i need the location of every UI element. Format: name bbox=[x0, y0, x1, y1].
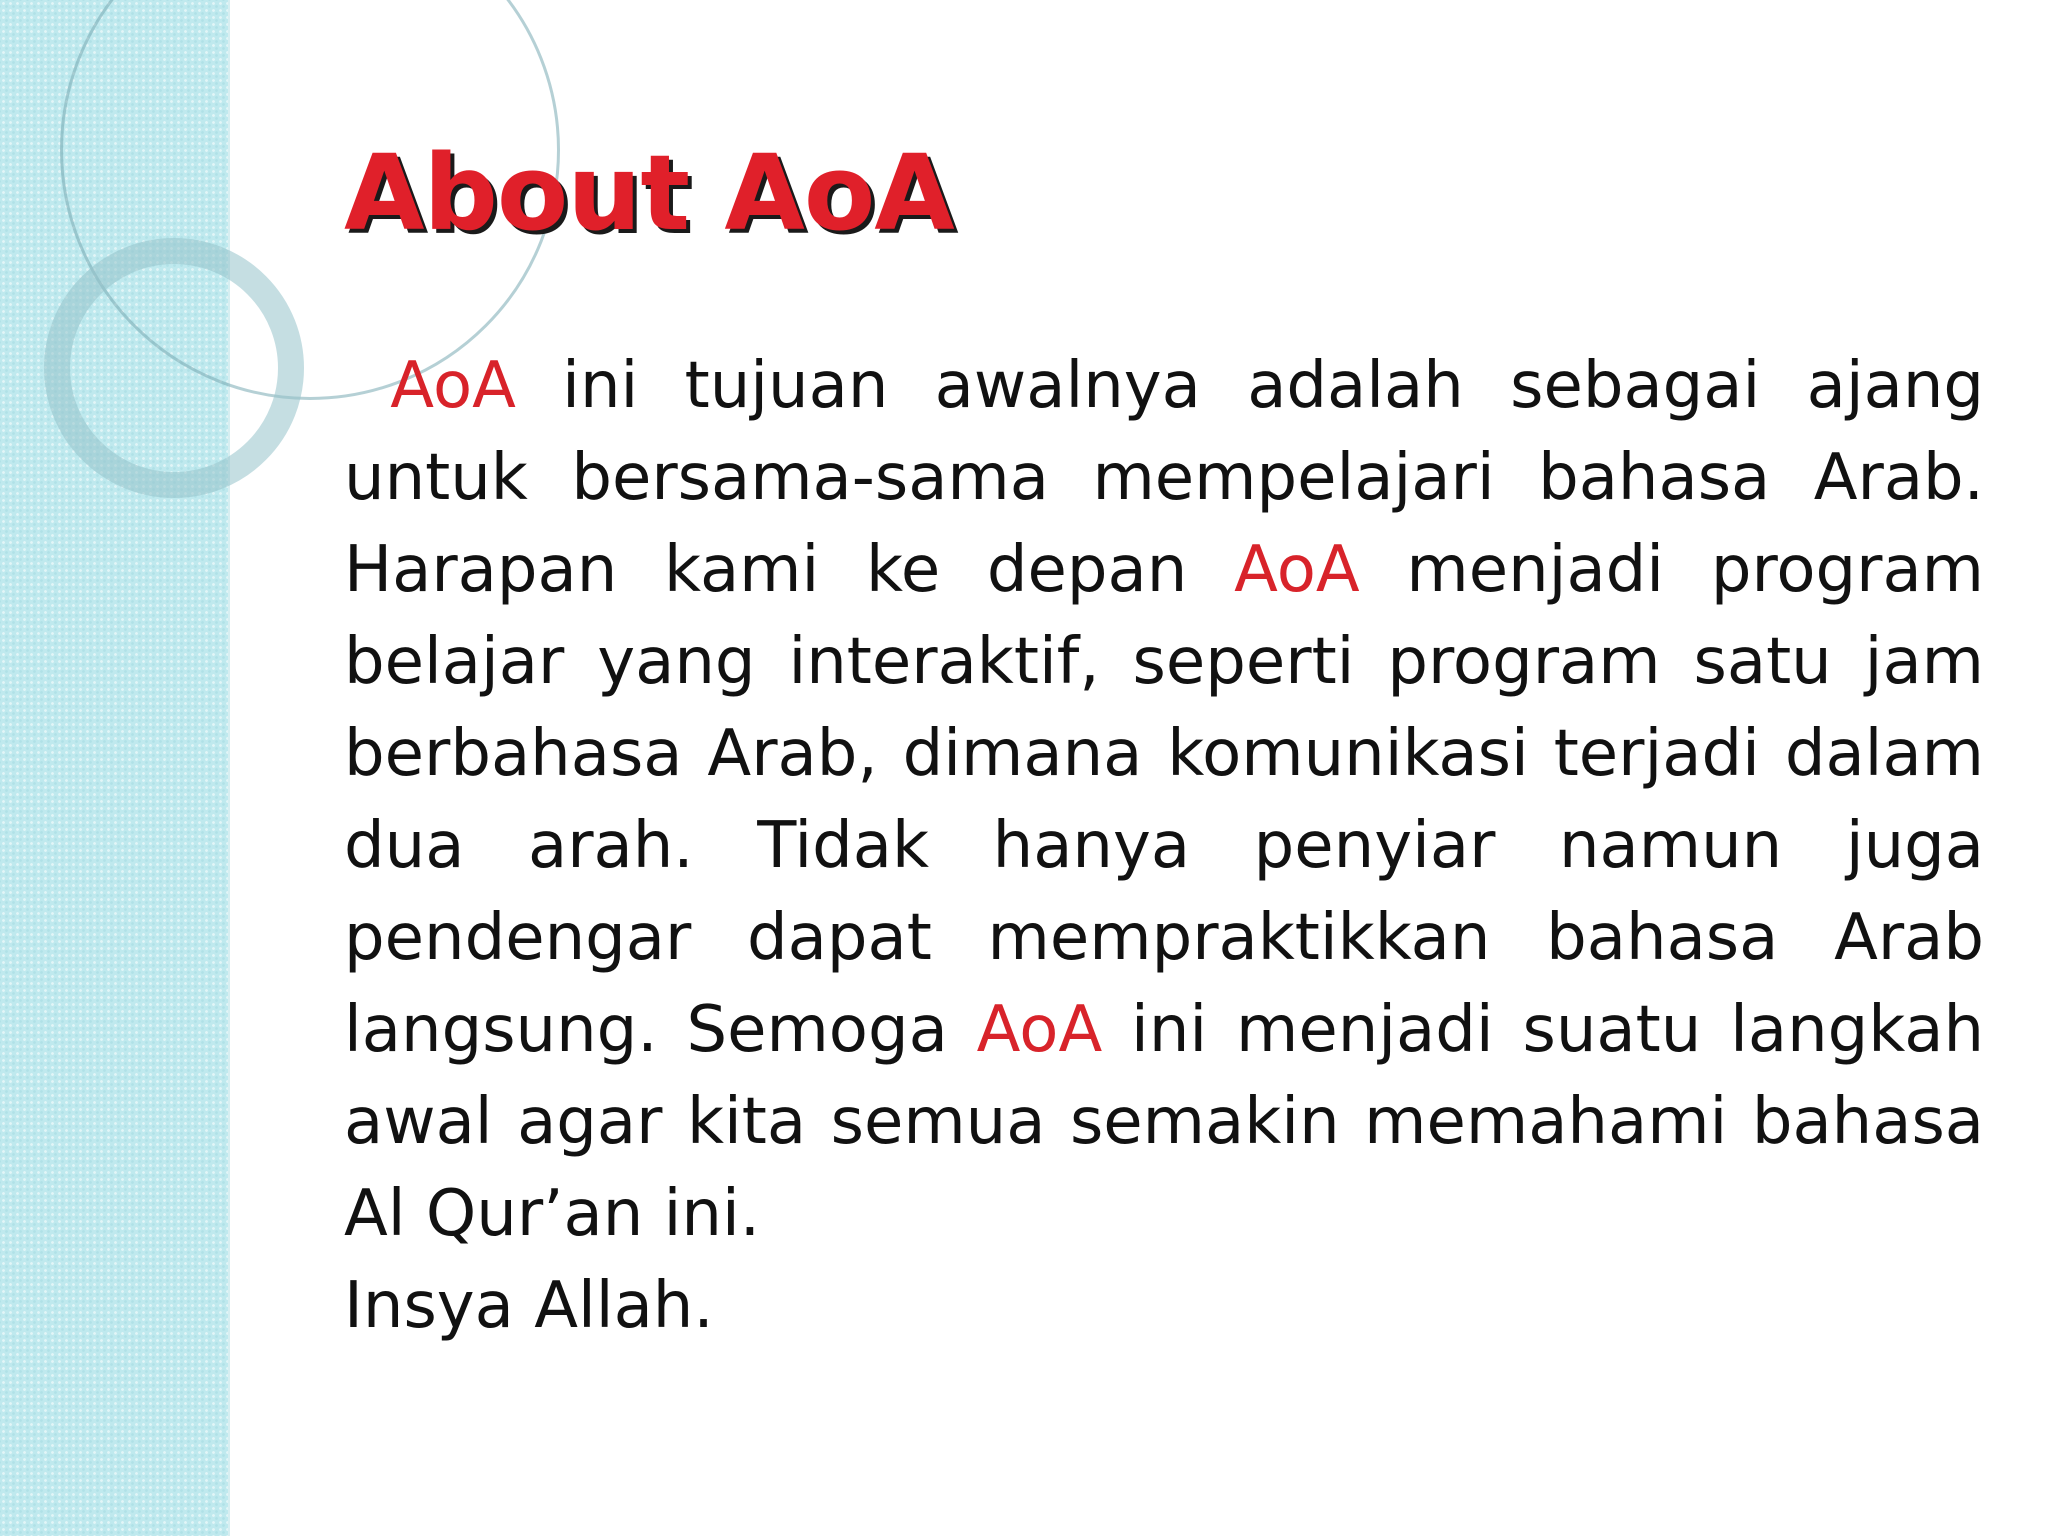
slide-title: About AoA bbox=[344, 132, 954, 254]
highlight-term: AoA bbox=[976, 993, 1103, 1067]
body-text-segment: ini tujuan awalnya adalah sebagai ajang untuk bersama-sama mempelajari bahasa Arab. Harapan kami ke depan bbox=[344, 349, 1985, 607]
highlight-term: AoA bbox=[1234, 533, 1360, 607]
closing-line: Insya Allah. bbox=[344, 1269, 714, 1343]
highlight-term: AoA bbox=[390, 349, 516, 423]
body-paragraph bbox=[344, 340, 1984, 1352]
body-text-segment: ini menjadi suatu langkah awal agar kita semua semakin memahami bahasa Al Qur’an ini. bbox=[344, 993, 1985, 1251]
body-text-segment: menjadi program belajar yang interaktif, seperti program satu jam berbahasa Arab, dimana komunikasi terjadi dalam dua arah. Tidak hanya penyiar namun juga pendengar dapat mempraktikkan bahasa Arab langsung. Semoga bbox=[344, 533, 1984, 1067]
decorative-side-band bbox=[0, 0, 230, 1536]
